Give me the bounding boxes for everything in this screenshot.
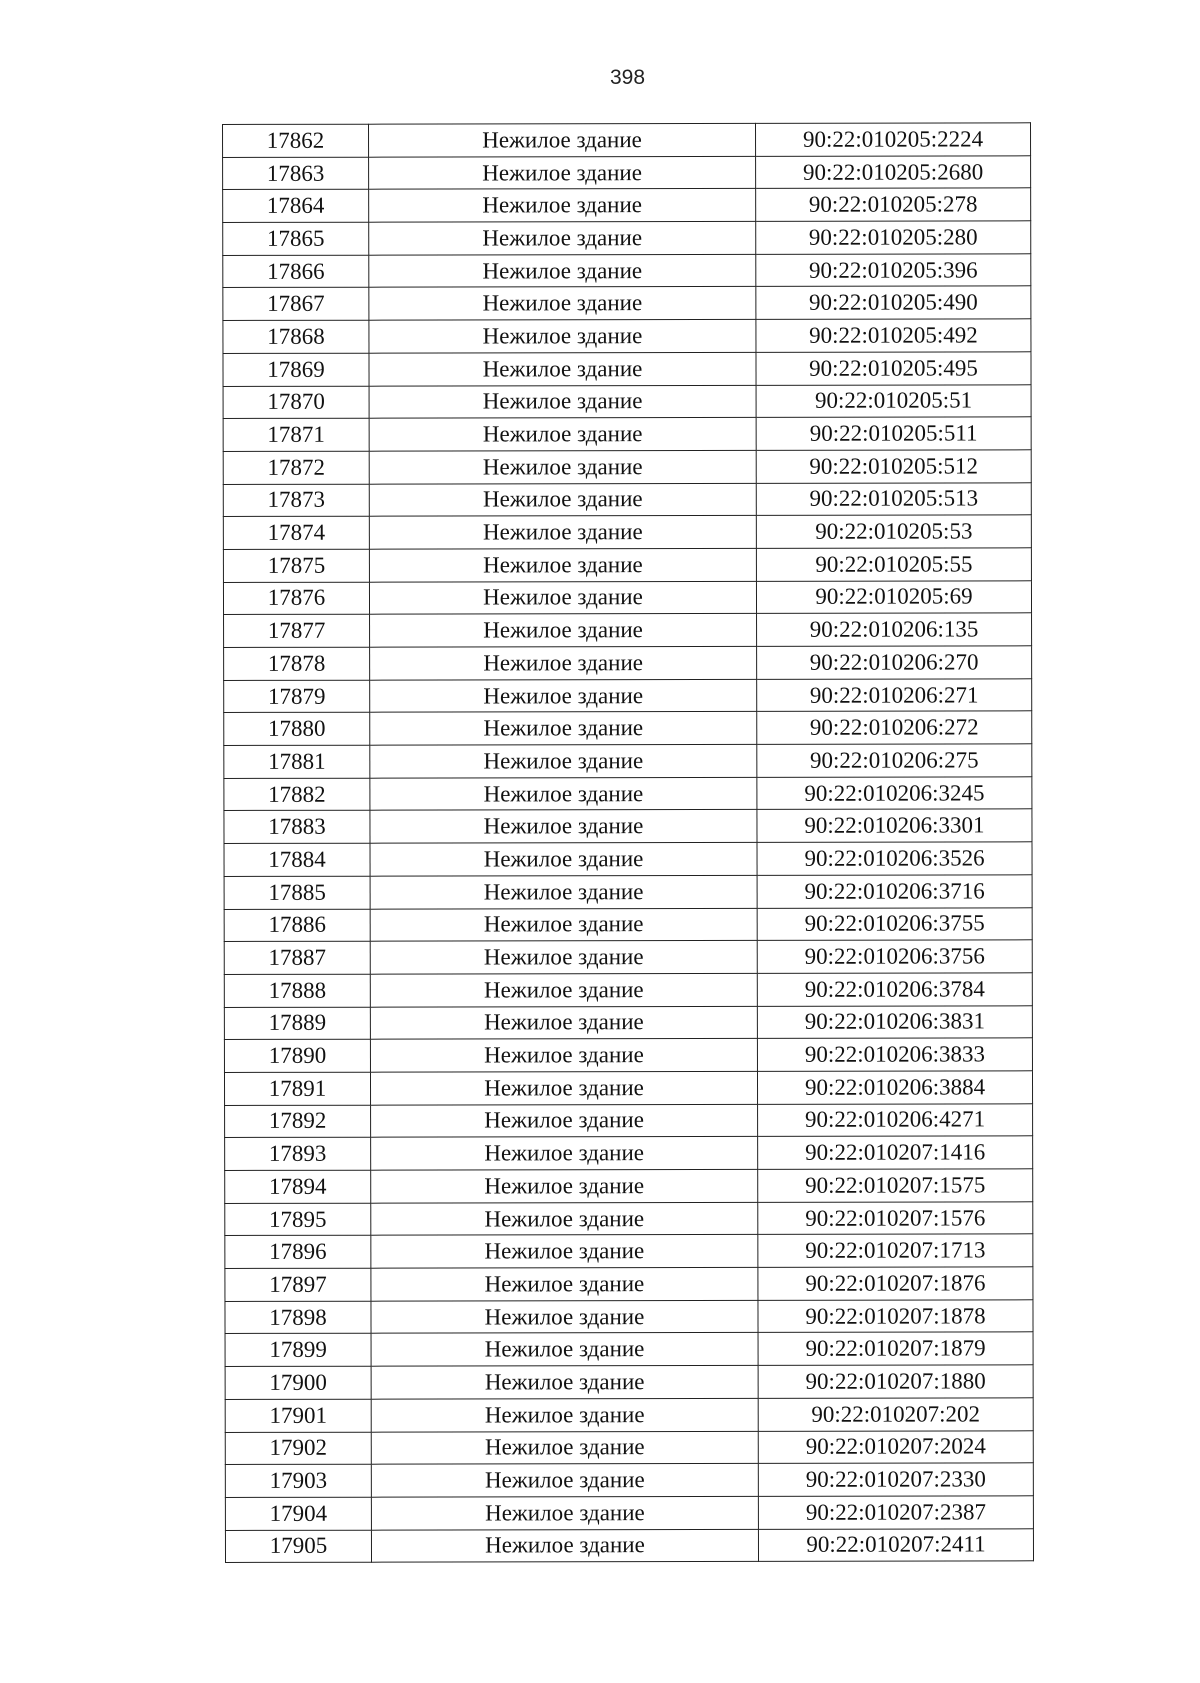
table-row [224, 1005, 1032, 1039]
table-row [223, 188, 1031, 222]
table-row [225, 1496, 1033, 1530]
object-type-cell: Нежилое здание [369, 189, 756, 222]
object-type-cell: Нежилое здание [370, 843, 757, 876]
object-type-cell: Нежилое здание [369, 287, 756, 320]
table-row [224, 1038, 1032, 1072]
cadastral-number-cell: 90:22:010207:2411 [758, 1528, 1033, 1561]
cadastral-number-cell: 90:22:010207:2387 [758, 1496, 1033, 1529]
table-row [223, 515, 1031, 549]
row-number-cell: 17903 [225, 1464, 371, 1497]
row-number-cell: 17870 [223, 386, 369, 419]
row-number-cell: 17867 [223, 288, 369, 321]
table-row [223, 450, 1031, 484]
row-number-cell: 17892 [225, 1105, 371, 1138]
row-number-cell: 17883 [224, 811, 370, 844]
object-type-cell: Нежилое здание [369, 254, 756, 287]
cadastral-number-cell: 90:22:010205:278 [756, 188, 1031, 221]
row-number-cell: 17890 [224, 1039, 370, 1072]
object-type-cell: Нежилое здание [371, 1300, 758, 1333]
row-number-cell: 17900 [225, 1366, 371, 1399]
cadastral-number-cell: 90:22:010206:3716 [757, 875, 1032, 908]
row-number-cell: 17897 [225, 1268, 371, 1301]
cadastral-number-cell: 90:22:010205:495 [756, 352, 1031, 385]
cadastral-number-cell: 90:22:010207:1880 [758, 1365, 1033, 1398]
table-row [224, 613, 1032, 647]
cadastral-number-cell: 90:22:010205:53 [756, 515, 1031, 548]
row-number-cell: 17868 [223, 320, 369, 353]
object-type-cell: Нежилое здание [371, 1104, 758, 1137]
row-number-cell: 17878 [224, 647, 370, 680]
table-row [223, 286, 1031, 320]
object-type-cell: Нежилое здание [371, 1366, 758, 1399]
object-type-cell: Нежилое здание [369, 123, 756, 156]
table-row [224, 842, 1032, 876]
row-number-cell: 17886 [224, 909, 370, 942]
row-number-cell: 17901 [225, 1399, 371, 1432]
table-row [224, 711, 1032, 745]
table-row [225, 1430, 1033, 1464]
row-number-cell: 17869 [223, 353, 369, 386]
table-row [223, 155, 1031, 189]
object-type-cell: Нежилое здание [369, 352, 756, 385]
cadastral-number-cell: 90:22:010207:1576 [758, 1201, 1033, 1234]
row-number-cell: 17873 [223, 484, 369, 517]
cadastral-number-cell: 90:22:010207:1713 [758, 1234, 1033, 1267]
table-row [224, 973, 1032, 1007]
object-type-cell: Нежилое здание [369, 483, 756, 516]
object-type-cell: Нежилое здание [370, 614, 757, 647]
row-number-cell: 17904 [225, 1497, 371, 1530]
object-type-cell: Нежилое здание [370, 875, 757, 908]
row-number-cell: 17888 [224, 974, 370, 1007]
cadastral-number-cell: 90:22:010205:513 [756, 482, 1031, 515]
table-row [225, 1528, 1033, 1562]
row-number-cell: 17872 [223, 451, 369, 484]
row-number-cell: 17887 [224, 941, 370, 974]
table-row [224, 646, 1032, 680]
cadastral-number-cell: 90:22:010205:2224 [755, 123, 1030, 156]
cadastral-number-cell: 90:22:010206:3833 [757, 1038, 1032, 1071]
row-number-cell: 17896 [225, 1236, 371, 1269]
cadastral-number-cell: 90:22:010205:512 [756, 450, 1031, 483]
row-number-cell: 17899 [225, 1334, 371, 1367]
object-type-cell: Нежилое здание [371, 1496, 758, 1529]
cadastral-number-cell: 90:22:010206:3784 [757, 973, 1032, 1006]
row-number-cell: 17879 [224, 680, 370, 713]
object-type-cell: Нежилое здание [369, 581, 756, 614]
row-number-cell: 17880 [224, 713, 370, 746]
row-number-cell: 17881 [224, 745, 370, 778]
table-row [225, 1332, 1033, 1366]
cadastral-number-cell: 90:22:010206:3755 [757, 907, 1032, 940]
row-number-cell: 17865 [223, 222, 369, 255]
table-row [225, 1103, 1033, 1137]
table-row [225, 1201, 1033, 1235]
row-number-cell: 17905 [225, 1530, 371, 1563]
cadastral-number-cell: 90:22:010206:272 [757, 711, 1032, 744]
cadastral-number-cell: 90:22:010207:1878 [758, 1300, 1033, 1333]
cadastral-number-cell: 90:22:010207:1879 [758, 1332, 1033, 1365]
row-number-cell: 17877 [224, 615, 370, 648]
cadastral-number-cell: 90:22:010206:3245 [757, 777, 1032, 810]
cadastral-number-cell: 90:22:010206:3526 [757, 842, 1032, 875]
cadastral-number-cell: 90:22:010207:1876 [758, 1267, 1033, 1300]
table-row [225, 1169, 1033, 1203]
row-number-cell: 17871 [223, 418, 369, 451]
cadastral-number-cell: 90:22:010206:135 [757, 613, 1032, 646]
table-row [223, 384, 1031, 418]
cadastral-number-cell: 90:22:010206:4271 [758, 1103, 1033, 1136]
table-row [223, 417, 1031, 451]
table-row [224, 875, 1032, 909]
object-type-cell: Нежилое здание [371, 1267, 758, 1300]
cadastral-number-cell: 90:22:010205:51 [756, 384, 1031, 417]
table-row [225, 1267, 1033, 1301]
cadastral-number-cell: 90:22:010206:3831 [757, 1005, 1032, 1038]
row-number-cell: 17898 [225, 1301, 371, 1334]
table-row [225, 1136, 1033, 1170]
table-row [223, 123, 1031, 157]
object-type-cell: Нежилое здание [369, 221, 756, 254]
row-number-cell: 17876 [223, 582, 369, 615]
cadastral-number-cell: 90:22:010206:3301 [757, 809, 1032, 842]
table-row [224, 777, 1032, 811]
row-number-cell: 17874 [223, 516, 369, 549]
cadastral-number-cell: 90:22:010205:69 [756, 580, 1031, 613]
table-row [223, 580, 1031, 614]
row-number-cell: 17875 [223, 549, 369, 582]
cadastral-number-cell: 90:22:010207:202 [758, 1398, 1033, 1431]
cadastral-number-cell: 90:22:010207:2024 [758, 1430, 1033, 1463]
object-type-cell: Нежилое здание [369, 320, 756, 353]
page-number: 398 [609, 66, 646, 89]
object-type-cell: Нежилое здание [369, 385, 756, 418]
table-row [224, 940, 1032, 974]
cadastral-number-cell: 90:22:010206:3756 [757, 940, 1032, 973]
registry-table [222, 122, 1034, 1563]
object-type-cell: Нежилое здание [369, 450, 756, 483]
cadastral-number-cell: 90:22:010205:280 [756, 221, 1031, 254]
object-type-cell: Нежилое здание [369, 548, 756, 581]
object-type-cell: Нежилое здание [370, 744, 757, 777]
cadastral-number-cell: 90:22:010205:396 [756, 254, 1031, 287]
table-row [224, 744, 1032, 778]
cadastral-number-cell: 90:22:010206:275 [757, 744, 1032, 777]
table-row [224, 678, 1032, 712]
table-row [224, 809, 1032, 843]
row-number-cell: 17902 [225, 1432, 371, 1465]
row-number-cell: 17884 [224, 843, 370, 876]
object-type-cell: Нежилое здание [371, 1137, 758, 1170]
cadastral-number-cell: 90:22:010207:2330 [758, 1463, 1033, 1496]
object-type-cell: Нежилое здание [370, 810, 757, 843]
table-row [223, 221, 1031, 255]
table-row [225, 1300, 1033, 1334]
cadastral-number-cell: 90:22:010206:271 [757, 678, 1032, 711]
table-row [223, 319, 1031, 353]
cadastral-number-cell: 90:22:010205:492 [756, 319, 1031, 352]
object-type-cell: Нежилое здание [371, 1398, 758, 1431]
cadastral-number-cell: 90:22:010207:1575 [758, 1169, 1033, 1202]
cadastral-number-cell: 90:22:010205:55 [756, 548, 1031, 581]
object-type-cell: Нежилое здание [371, 1202, 758, 1235]
object-type-cell: Нежилое здание [370, 646, 757, 679]
object-type-cell: Нежилое здание [371, 1333, 758, 1366]
object-type-cell: Нежилое здание [370, 941, 757, 974]
object-type-cell: Нежилое здание [371, 1464, 758, 1497]
row-number-cell: 17862 [223, 124, 369, 157]
table-row [225, 1234, 1033, 1268]
table-row [223, 254, 1031, 288]
row-number-cell: 17882 [224, 778, 370, 811]
object-type-cell: Нежилое здание [370, 679, 757, 712]
object-type-cell: Нежилое здание [370, 1006, 757, 1039]
object-type-cell: Нежилое здание [370, 712, 757, 745]
table-row [224, 907, 1032, 941]
row-number-cell: 17889 [224, 1007, 370, 1040]
cadastral-number-cell: 90:22:010206:270 [757, 646, 1032, 679]
object-type-cell: Нежилое здание [370, 777, 757, 810]
object-type-cell: Нежилое здание [369, 516, 756, 549]
row-number-cell: 17891 [224, 1072, 370, 1105]
row-number-cell: 17866 [223, 255, 369, 288]
cadastral-number-cell: 90:22:010207:1416 [758, 1136, 1033, 1169]
row-number-cell: 17885 [224, 876, 370, 909]
cadastral-number-cell: 90:22:010205:490 [756, 286, 1031, 319]
object-type-cell: Нежилое здание [369, 418, 756, 451]
object-type-cell: Нежилое здание [371, 1431, 758, 1464]
cadastral-number-cell: 90:22:010206:3884 [757, 1071, 1032, 1104]
object-type-cell: Нежилое здание [369, 156, 756, 189]
row-number-cell: 17863 [223, 157, 369, 190]
table-row [223, 548, 1031, 582]
object-type-cell: Нежилое здание [370, 973, 757, 1006]
table-row [223, 482, 1031, 516]
registry-table-body [223, 123, 1034, 1563]
object-type-cell: Нежилое здание [370, 1071, 757, 1104]
object-type-cell: Нежилое здание [371, 1235, 758, 1268]
table-row [223, 352, 1031, 386]
table-row [225, 1365, 1033, 1399]
object-type-cell: Нежилое здание [371, 1529, 758, 1562]
object-type-cell: Нежилое здание [370, 1039, 757, 1072]
table-row [225, 1398, 1033, 1432]
object-type-cell: Нежилое здание [370, 908, 757, 941]
row-number-cell: 17864 [223, 190, 369, 223]
cadastral-number-cell: 90:22:010205:2680 [756, 155, 1031, 188]
table-row [224, 1071, 1032, 1105]
object-type-cell: Нежилое здание [371, 1169, 758, 1202]
row-number-cell: 17895 [225, 1203, 371, 1236]
cadastral-number-cell: 90:22:010205:511 [756, 417, 1031, 450]
row-number-cell: 17894 [225, 1170, 371, 1203]
row-number-cell: 17893 [225, 1138, 371, 1171]
table-row [225, 1463, 1033, 1497]
